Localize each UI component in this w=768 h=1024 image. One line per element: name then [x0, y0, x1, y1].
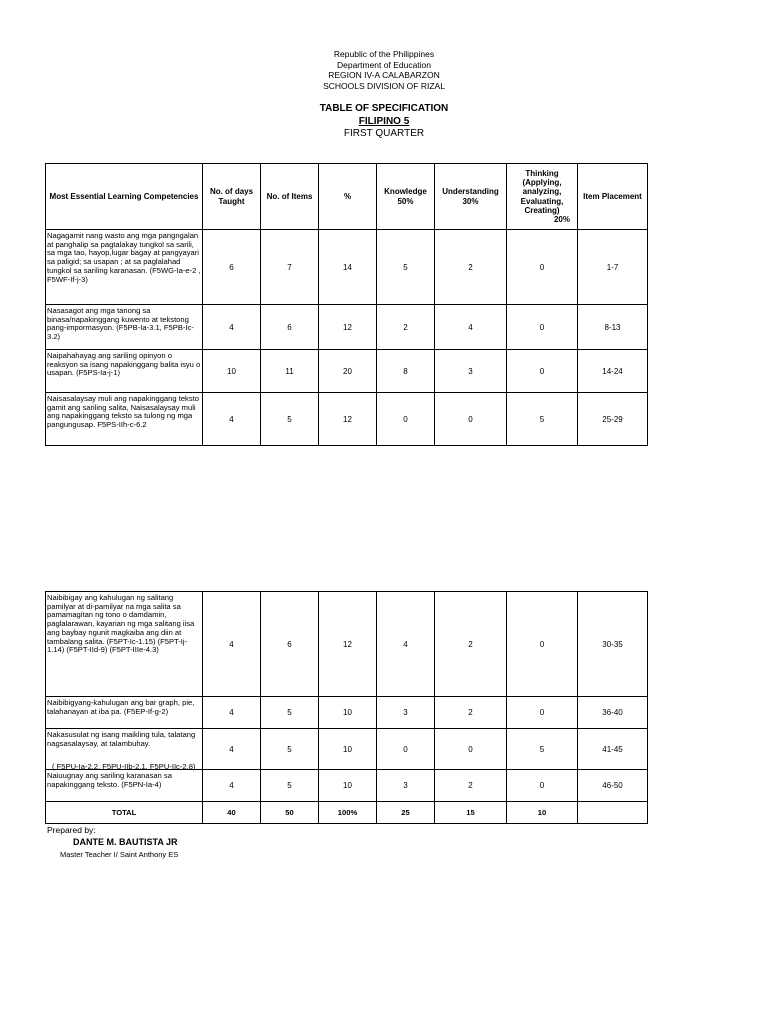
percent-cell: 10 — [319, 729, 377, 770]
understanding-cell: 0 — [435, 393, 507, 446]
placement-cell: 1-7 — [578, 230, 648, 305]
col-knowledge: Knowledge 50% — [377, 164, 435, 230]
competency-text: Nakasusulat ng isang maikling tula, talatang nagsasalaysay, at talambuhay. — [47, 730, 196, 748]
quarter-title: FIRST QUARTER — [343, 128, 425, 139]
col-percent: % — [319, 164, 377, 230]
items-cell: 5 — [261, 697, 319, 729]
placement-cell: 14-24 — [578, 350, 648, 393]
items-cell: 5 — [261, 393, 319, 446]
thinking-cell: 0 — [507, 770, 578, 802]
placement-cell: 46-50 — [578, 770, 648, 802]
competency-cell: Naibibigyang-kahulugan ang bar graph, pie, talahanayan at iba pa. (F5EP-If-g-2) — [46, 697, 203, 729]
document-header — [0, 49, 768, 92]
col-items: No. of Items — [261, 164, 319, 230]
knowledge-cell: 2 — [377, 305, 435, 350]
percent-cell: 12 — [319, 393, 377, 446]
days-cell: 4 — [203, 305, 261, 350]
items-cell: 6 — [261, 305, 319, 350]
understanding-cell: 2 — [435, 592, 507, 697]
specification-table-bottom — [45, 591, 648, 824]
understanding-cell: 3 — [435, 350, 507, 393]
col-thinking-label: Thinking (Applying, analyzing, Evaluating, Creating) — [520, 168, 564, 215]
competency-cell: Nasasagot ang mga tanong sa binasa/napakinggang kuwento at tekstong pang-impormasyon. (F5PB-Ia-3.1, F5PB-Ic-3.2) — [46, 305, 203, 350]
days-cell: 4 — [203, 592, 261, 697]
competency-cell: Naipahahayag ang sariling opinyon o reaksyon sa isang napakinggang balita isyu o usapan. (F5PS-Ia-j-1) — [46, 350, 203, 393]
knowledge-cell: 5 — [377, 230, 435, 305]
days-cell: 4 — [203, 697, 261, 729]
division-line: SCHOOLS DIVISION OF RIZAL — [323, 80, 445, 91]
table-row — [46, 697, 648, 729]
document-title: TABLE OF SPECIFICATION — [319, 103, 449, 114]
table-row — [46, 393, 648, 446]
thinking-cell: 5 — [507, 393, 578, 446]
col-days: No. of days Taught — [203, 164, 261, 230]
days-cell: 10 — [203, 350, 261, 393]
thinking-cell: 0 — [507, 697, 578, 729]
document-title-block — [0, 103, 768, 141]
placement-cell: 41-45 — [578, 729, 648, 770]
percent-cell: 10 — [319, 697, 377, 729]
placement-cell: 25-29 — [578, 393, 648, 446]
table-row — [46, 729, 648, 770]
thinking-cell: 0 — [507, 350, 578, 393]
percent-cell: 14 — [319, 230, 377, 305]
thinking-cell: 0 — [507, 230, 578, 305]
understanding-cell: 2 — [435, 697, 507, 729]
percent-cell: 20 — [319, 350, 377, 393]
thinking-cell: 5 — [507, 729, 578, 770]
understanding-cell: 2 — [435, 770, 507, 802]
competency-cell: Naibibigay ang kahulugan ng salitang pamilyar at di-pamilyar na mga salita sa pamamagitan ng tono o damdamin, paglalarawan, kayarian ng mga salitang iisa ang baybay ngunit magkaiba ang diin at tambalang salita. (F5PT-Ic-1.15) (F5PT-Ij-1.14) (F5PT-IId-9) (F5PT-IIIe-4.3) — [46, 592, 203, 697]
items-cell: 5 — [261, 729, 319, 770]
days-cell: 4 — [203, 770, 261, 802]
total-label: TOTAL — [46, 802, 203, 824]
competency-cell: Naisasalaysay muli ang napakinggang teksto gamit ang sariling salita, Naisasalaysay muli ang napakinggang teksto sa tulong ng mga pangungusap. F5PS-IIh-c-6.2 — [46, 393, 203, 446]
days-cell: 4 — [203, 393, 261, 446]
table-row — [46, 770, 648, 802]
preparer-position: Master Teacher I/ Saint Anthony ES — [60, 850, 179, 859]
table-row — [46, 592, 648, 697]
knowledge-cell: 8 — [377, 350, 435, 393]
thinking-cell: 0 — [507, 592, 578, 697]
table-row — [46, 305, 648, 350]
prepared-by-label: Prepared by: — [47, 825, 96, 835]
col-competency: Most Essential Learning Competencies — [46, 164, 203, 230]
percent-cell: 10 — [319, 770, 377, 802]
items-cell: 7 — [261, 230, 319, 305]
total-thinking: 10 — [507, 802, 578, 824]
total-items: 50 — [261, 802, 319, 824]
thinking-cell: 0 — [507, 305, 578, 350]
table-row — [46, 230, 648, 305]
col-understanding: Understanding 30% — [435, 164, 507, 230]
knowledge-cell: 0 — [377, 729, 435, 770]
understanding-cell: 2 — [435, 230, 507, 305]
items-cell: 11 — [261, 350, 319, 393]
items-cell: 6 — [261, 592, 319, 697]
knowledge-cell: 3 — [377, 697, 435, 729]
percent-cell: 12 — [319, 305, 377, 350]
days-cell: 4 — [203, 729, 261, 770]
specification-table-top — [45, 163, 648, 446]
total-placement — [578, 802, 648, 824]
republic-line: Republic of the Philippines — [333, 49, 435, 59]
col-thinking-percent: 20% — [553, 214, 570, 224]
table-row — [46, 350, 648, 393]
preparer-name: DANTE M. BAUTISTA JR — [73, 837, 178, 847]
placement-cell: 8-13 — [578, 305, 648, 350]
competency-cell: Nagagamit nang wasto ang mga pangngalan at panghalip sa pagtalakay tungkol sa sarili, sa mga tao, hayop,lugar bagay at pangyayari sa paligid; sa usapan ; at sa paglalahad tungkol sa sariling karanasan. (F5WG-Ia-e-2 , F5WF-If-j-3) — [46, 230, 203, 305]
department-line: Department of Education — [336, 59, 432, 70]
total-understanding: 15 — [435, 802, 507, 824]
knowledge-cell: 0 — [377, 393, 435, 446]
total-days: 40 — [203, 802, 261, 824]
col-placement: Item Placement — [578, 164, 648, 230]
competency-cell: Naiuugnay ang sariling karanasan sa napakinggang teksto. (F5PN-Ia-4) — [46, 770, 203, 802]
competency-cell — [46, 729, 203, 770]
competency-code-overflow: ( F5PU-Ia-2.2, F5PU-IIb-2.1, F5PU-IIc-2.8) — [52, 762, 196, 772]
region-line: REGION IV-A CALABARZON — [328, 70, 440, 81]
total-percent: 100% — [319, 802, 377, 824]
total-knowledge: 25 — [377, 802, 435, 824]
subject-title: FILIPINO 5 — [358, 115, 410, 127]
percent-cell: 12 — [319, 592, 377, 697]
placement-cell: 30-35 — [578, 592, 648, 697]
header-row — [46, 164, 648, 230]
knowledge-cell: 3 — [377, 770, 435, 802]
understanding-cell: 4 — [435, 305, 507, 350]
items-cell: 5 — [261, 770, 319, 802]
total-row — [46, 802, 648, 824]
understanding-cell: 0 — [435, 729, 507, 770]
col-thinking — [507, 164, 578, 230]
days-cell: 6 — [203, 230, 261, 305]
placement-cell: 36-40 — [578, 697, 648, 729]
knowledge-cell: 4 — [377, 592, 435, 697]
